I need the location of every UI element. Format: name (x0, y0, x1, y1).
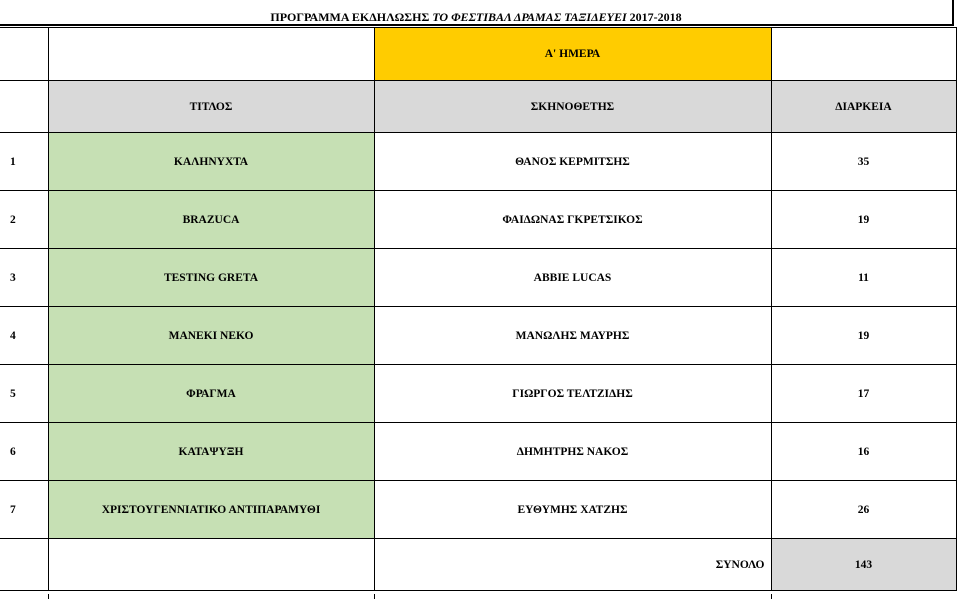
film-title: TESTING GRETA (48, 249, 374, 307)
director-name: ΦΑΙΔΩΝΑΣ ΓΚΡΕΤΣΙΚΟΣ (374, 191, 771, 249)
film-title: ΜΑΝΕΚΙ ΝΕΚΟ (48, 307, 374, 365)
day-label: Α' ΗΜΕΡΑ (374, 28, 771, 81)
title-suffix: 2017-2018 (626, 10, 682, 24)
row-number: 2 (0, 191, 48, 249)
row-number: 3 (0, 249, 48, 307)
header-title: ΤΙΤΛΟΣ (48, 81, 374, 133)
director-name: ΘΑΝΟΣ ΚΕΡΜΙΤΣΗΣ (374, 133, 771, 191)
header-director: ΣΚΗΝΟΘΕΤΗΣ (374, 81, 771, 133)
empty-cell (0, 539, 48, 591)
document-title (0, 0, 954, 26)
day-row (0, 28, 956, 81)
row-number: 1 (0, 133, 48, 191)
header-row (0, 81, 956, 133)
empty-cell (0, 28, 48, 81)
film-title: ΦΡΑΓΜΑ (48, 365, 374, 423)
duration-value: 19 (771, 191, 956, 249)
grid-line (771, 594, 772, 599)
table-row (0, 133, 956, 191)
empty-cell (48, 539, 374, 591)
duration-value: 11 (771, 249, 956, 307)
film-title: ΚΑΤΑΨΥΞΗ (48, 423, 374, 481)
film-title: ΧΡΙΣΤΟΥΓΕΝΝΙΑΤΙΚΟ ΑΝΤΙΠΑΡΑΜΥΘΙ (48, 481, 374, 539)
film-title: BRAZUCA (48, 191, 374, 249)
grid-line (48, 594, 49, 599)
title-prefix: ΠΡΟΓΡΑΜΜΑ ΕΚΔΗΛΩΣΗΣ (270, 10, 433, 24)
duration-value: 35 (771, 133, 956, 191)
table-row (0, 307, 956, 365)
empty-cell (48, 28, 374, 81)
program-table (0, 27, 957, 591)
row-number: 7 (0, 481, 48, 539)
row-number: 5 (0, 365, 48, 423)
title-italic: ΤΟ ΦΕΣΤΙΒΑΛ ΔΡΑΜΑΣ ΤΑΞΙΔΕΥΕΙ (432, 10, 627, 24)
director-name: ΕΥΘΥΜΗΣ ΧΑΤΖΗΣ (374, 481, 771, 539)
table-row (0, 191, 956, 249)
total-value: 143 (771, 539, 956, 591)
empty-cell (0, 81, 48, 133)
duration-value: 26 (771, 481, 956, 539)
director-name: ABBIE LUCAS (374, 249, 771, 307)
table-row (0, 423, 956, 481)
film-title: ΚΑΛΗΝΥΧΤΑ (48, 133, 374, 191)
grid-line (374, 594, 375, 599)
duration-value: 16 (771, 423, 956, 481)
total-label: ΣΥΝΟΛΟ (374, 539, 771, 591)
row-number: 6 (0, 423, 48, 481)
table-row (0, 365, 956, 423)
director-name: ΔΗΜΗΤΡΗΣ ΝΑΚΟΣ (374, 423, 771, 481)
total-row (0, 539, 956, 591)
header-duration: ΔΙΑΡΚΕΙΑ (771, 81, 956, 133)
director-name: ΜΑΝΩΛΗΣ ΜΑΥΡΗΣ (374, 307, 771, 365)
duration-value: 17 (771, 365, 956, 423)
row-number: 4 (0, 307, 48, 365)
table-row (0, 249, 956, 307)
empty-cell (771, 28, 956, 81)
director-name: ΓΙΩΡΓΟΣ ΤΕΛΤΖΙΔΗΣ (374, 365, 771, 423)
duration-value: 19 (771, 307, 956, 365)
table-row (0, 481, 956, 539)
